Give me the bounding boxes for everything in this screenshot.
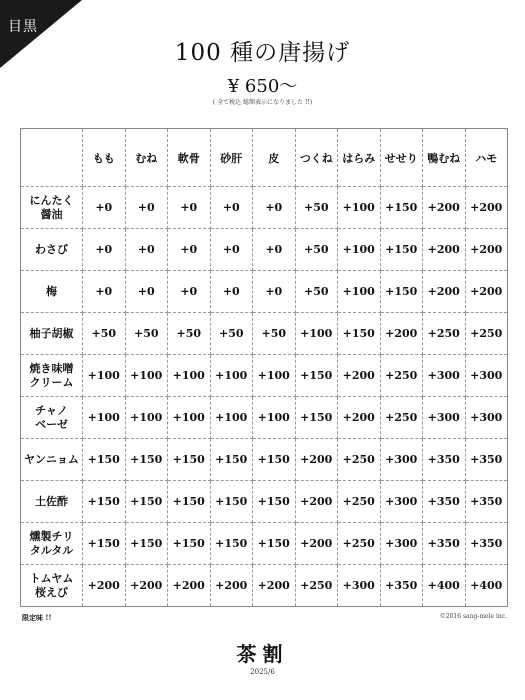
price-cell: +250 <box>423 313 466 355</box>
flavor-label <box>21 481 83 523</box>
column-header: 軟骨 <box>168 129 211 187</box>
price-cell: +100 <box>338 271 381 313</box>
price-cell: +150 <box>210 523 253 565</box>
price-cell: +350 <box>465 481 508 523</box>
price-cell: +150 <box>380 229 423 271</box>
flavor-label-line: ヤンニョム <box>24 452 79 466</box>
price-cell: +250 <box>338 523 381 565</box>
price-cell: +150 <box>210 439 253 481</box>
price-cell: +50 <box>295 187 338 229</box>
price-cell: +300 <box>423 355 466 397</box>
price-cell: +50 <box>253 313 296 355</box>
price-cell: +150 <box>253 481 296 523</box>
price-cell: +200 <box>295 481 338 523</box>
flavor-label-line: タルタル <box>29 543 74 557</box>
price-cell: +200 <box>423 271 466 313</box>
table-row <box>21 439 508 481</box>
price-cell: +150 <box>168 481 211 523</box>
price-cell: +350 <box>423 481 466 523</box>
copyright: ©2016 sang-mele inc. <box>439 613 507 620</box>
price-cell: +400 <box>423 565 466 607</box>
column-header: はらみ <box>338 129 381 187</box>
column-header: 砂肝 <box>210 129 253 187</box>
price-cell: +100 <box>125 355 168 397</box>
price-cell: +100 <box>168 355 211 397</box>
price-cell: +0 <box>168 271 211 313</box>
price-cell: +200 <box>465 187 508 229</box>
price-cell: +50 <box>125 313 168 355</box>
column-header: むね <box>125 129 168 187</box>
price-cell: +200 <box>295 523 338 565</box>
price-cell: +0 <box>210 271 253 313</box>
tax-note: ( 全て税込 総額表示になりました !!) <box>212 99 313 106</box>
flavor-label <box>21 355 83 397</box>
table-row <box>21 523 508 565</box>
price-cell: +250 <box>465 313 508 355</box>
price-cell: +0 <box>210 187 253 229</box>
limited-note: 限定味 !! <box>22 613 52 622</box>
flavor-label-line: 醤油 <box>40 207 63 221</box>
column-header: もも <box>83 129 126 187</box>
price-cell: +350 <box>423 523 466 565</box>
price-cell: +0 <box>253 271 296 313</box>
price-cell: +200 <box>380 313 423 355</box>
flavor-label <box>21 187 83 229</box>
price-cell: +200 <box>295 439 338 481</box>
location-label: 目黒 <box>8 19 38 35</box>
price-cell: +200 <box>83 565 126 607</box>
price-cell: +100 <box>83 355 126 397</box>
price-cell: +50 <box>295 271 338 313</box>
price-cell: +350 <box>423 439 466 481</box>
menu-title: 100 種の唐揚げ <box>174 40 351 66</box>
price-cell: +150 <box>168 439 211 481</box>
price-cell: +150 <box>125 481 168 523</box>
flavor-label <box>21 271 83 313</box>
price-cell: +100 <box>295 313 338 355</box>
price-cell: +150 <box>125 523 168 565</box>
price-cell: +300 <box>380 481 423 523</box>
price-cell: +0 <box>253 229 296 271</box>
price-cell: +200 <box>465 229 508 271</box>
price-cell: +50 <box>210 313 253 355</box>
price-cell: +300 <box>380 439 423 481</box>
price-cell: +150 <box>83 481 126 523</box>
table-row <box>21 481 508 523</box>
flavor-label-line: 土佐酢 <box>35 494 68 508</box>
flavor-label <box>21 523 83 565</box>
price-cell: +300 <box>380 523 423 565</box>
price-cell: +150 <box>83 523 126 565</box>
price-cell: +100 <box>338 229 381 271</box>
price-cell: +100 <box>338 187 381 229</box>
price-cell: +250 <box>380 397 423 439</box>
price-cell: +0 <box>83 271 126 313</box>
price-cell: +100 <box>210 397 253 439</box>
price-cell: +200 <box>168 565 211 607</box>
price-cell: +200 <box>423 187 466 229</box>
column-header: ハモ <box>465 129 508 187</box>
corner-cell <box>21 129 83 187</box>
table-row <box>21 355 508 397</box>
price-cell: +150 <box>295 397 338 439</box>
price-cell: +200 <box>338 355 381 397</box>
price-cell: +200 <box>338 397 381 439</box>
price-cell: +200 <box>253 565 296 607</box>
flavor-label-line: 燻製チリ <box>29 529 74 543</box>
table-row <box>21 187 508 229</box>
flavor-label-line: 焼き味噌 <box>29 361 74 375</box>
date-label: 2025/6 <box>250 668 275 676</box>
price-cell: +100 <box>253 397 296 439</box>
price-cell: +350 <box>380 565 423 607</box>
price-cell: +0 <box>168 229 211 271</box>
price-cell: +150 <box>380 187 423 229</box>
price-cell: +300 <box>465 397 508 439</box>
price-cell: +0 <box>83 187 126 229</box>
flavor-label <box>21 397 83 439</box>
price-cell: +150 <box>253 439 296 481</box>
flavor-label-line: チャノ <box>35 403 68 417</box>
price-cell: +100 <box>253 355 296 397</box>
table-row <box>21 271 508 313</box>
flavor-label-line: ベーゼ <box>35 417 68 431</box>
flavor-label-line: 柚子胡椒 <box>29 326 74 340</box>
price-cell: +250 <box>338 481 381 523</box>
flavor-label <box>21 565 83 607</box>
column-header: 皮 <box>253 129 296 187</box>
price-cell: +350 <box>465 523 508 565</box>
price-cell: +200 <box>465 271 508 313</box>
column-header: 鴨むね <box>423 129 466 187</box>
flavor-label-line: 桜えび <box>35 585 68 599</box>
table-row <box>21 565 508 607</box>
price-cell: +100 <box>83 397 126 439</box>
price-cell: +350 <box>465 439 508 481</box>
price-cell: +150 <box>83 439 126 481</box>
price-cell: +100 <box>210 355 253 397</box>
price-cell: +300 <box>465 355 508 397</box>
price-cell: +250 <box>338 439 381 481</box>
column-header: せせり <box>380 129 423 187</box>
price-cell: +0 <box>168 187 211 229</box>
price-cell: +150 <box>338 313 381 355</box>
price-cell: +150 <box>125 439 168 481</box>
price-cell: +300 <box>423 397 466 439</box>
price-cell: +400 <box>465 565 508 607</box>
price-cell: +0 <box>125 187 168 229</box>
price-cell: +50 <box>168 313 211 355</box>
header-row <box>21 129 508 187</box>
flavor-label <box>21 229 83 271</box>
table-row <box>21 397 508 439</box>
price-cell: +100 <box>125 397 168 439</box>
price-cell: +150 <box>253 523 296 565</box>
price-cell: +150 <box>380 271 423 313</box>
flavor-label <box>21 439 83 481</box>
flavor-label-line: わさび <box>35 242 68 256</box>
price-table <box>20 128 508 607</box>
price-cell: +50 <box>83 313 126 355</box>
flavor-label-line: 梅 <box>46 284 57 298</box>
table-row <box>21 229 508 271</box>
price-cell: +150 <box>295 355 338 397</box>
table-row <box>21 313 508 355</box>
price-cell: +0 <box>83 229 126 271</box>
price-cell: +150 <box>210 481 253 523</box>
flavor-label-line: トムヤム <box>29 571 74 585</box>
price-cell: +0 <box>210 229 253 271</box>
column-header: つくね <box>295 129 338 187</box>
brand-logo: 茶割 <box>236 642 289 666</box>
price-cell: +200 <box>210 565 253 607</box>
price-cell: +250 <box>380 355 423 397</box>
price-cell: +100 <box>168 397 211 439</box>
flavor-label-line: クリーム <box>29 375 74 389</box>
price-cell: +0 <box>125 229 168 271</box>
price-cell: +0 <box>253 187 296 229</box>
price-cell: +250 <box>295 565 338 607</box>
price-cell: +300 <box>338 565 381 607</box>
price-cell: +150 <box>168 523 211 565</box>
price-cell: +50 <box>295 229 338 271</box>
price-cell: +200 <box>125 565 168 607</box>
flavor-label-line: にんたく <box>29 193 74 207</box>
base-price: ¥ 650～ <box>227 76 298 97</box>
flavor-label <box>21 313 83 355</box>
price-cell: +200 <box>423 229 466 271</box>
price-cell: +0 <box>125 271 168 313</box>
